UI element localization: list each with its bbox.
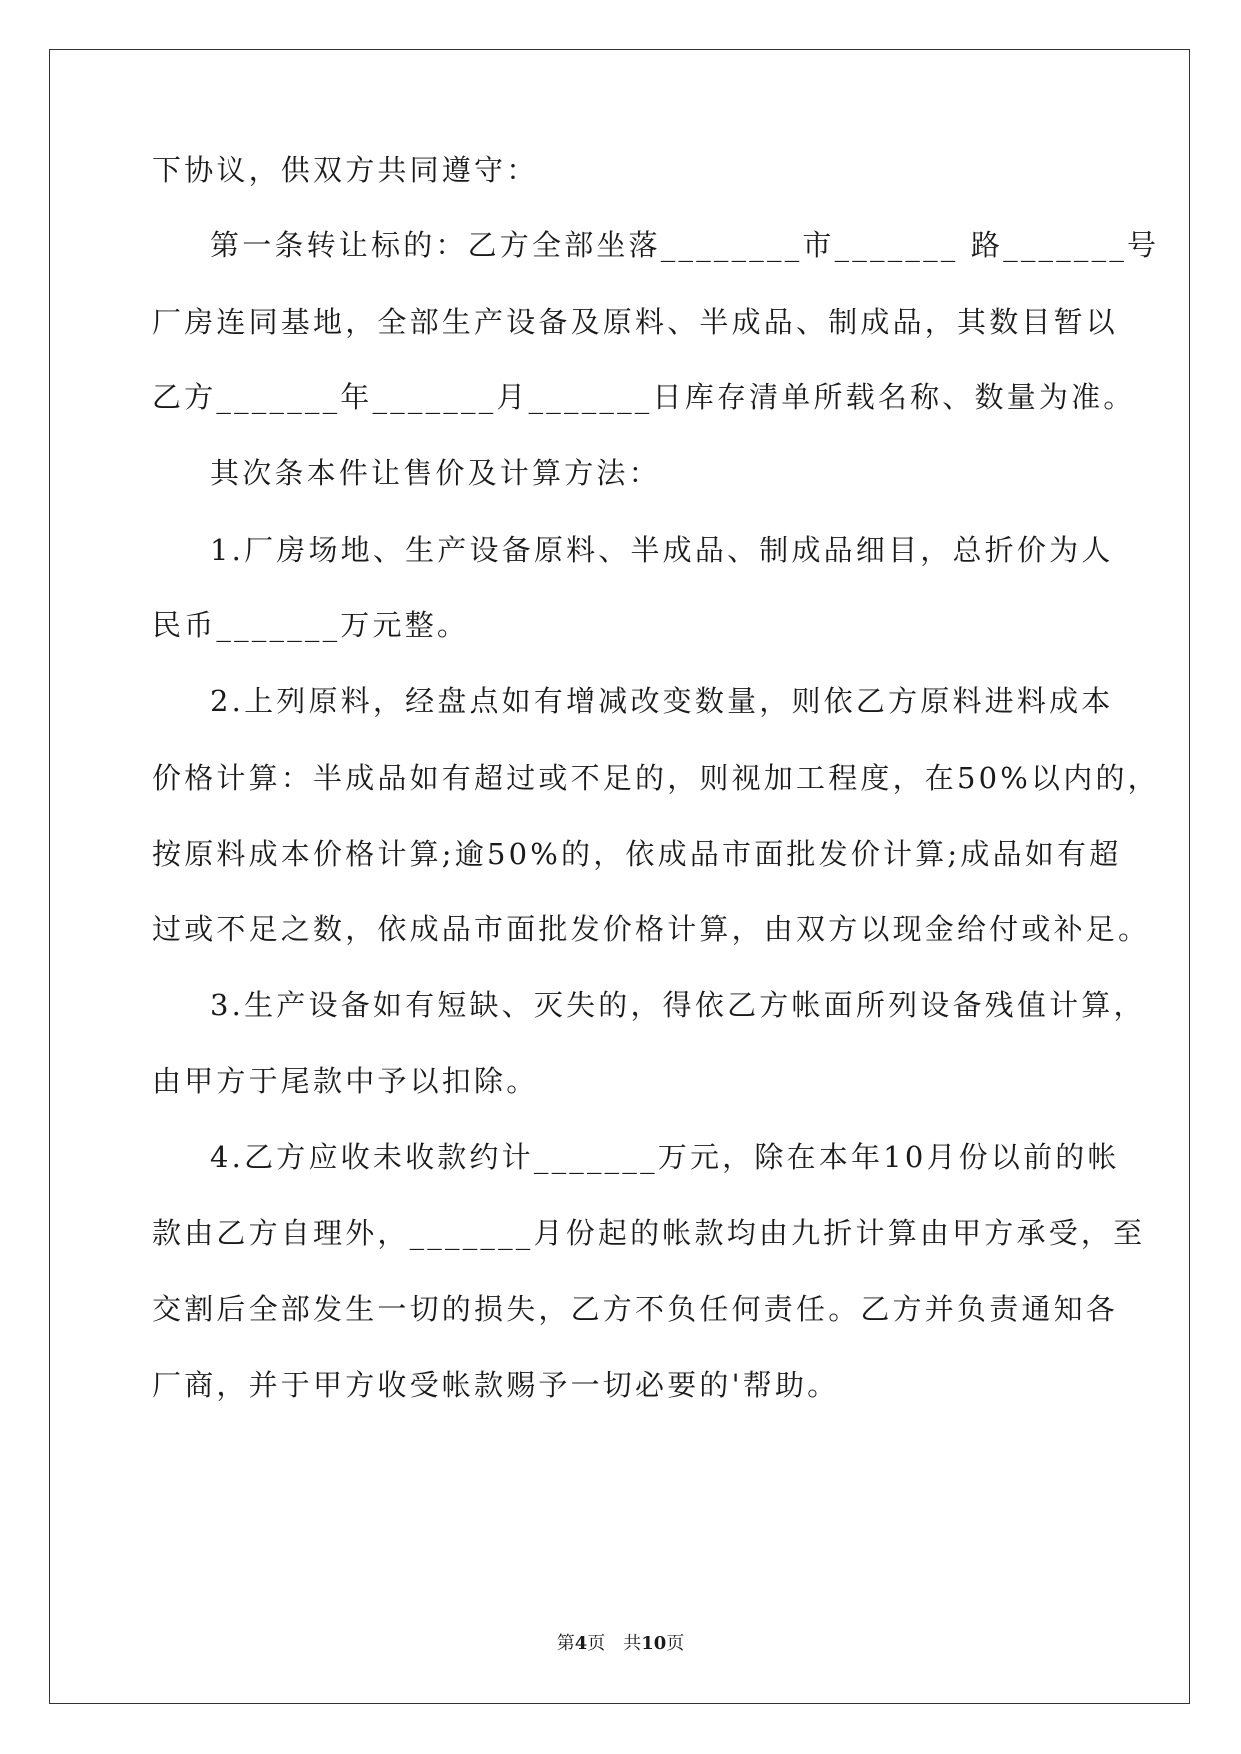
page-border	[49, 49, 1190, 1704]
text-line: 下协议，供双方共同遵守：	[152, 153, 539, 187]
text-line: 其次条本件让售价及计算方法：	[210, 456, 661, 490]
text-line: 4.乙方应收未收款约计_______万元，除在本年10月份以前的帐	[210, 1140, 1120, 1174]
text-line: 2.上列原料，经盘点如有增减改变数量，则依乙方原料进料成本	[210, 684, 1114, 718]
footer-suffix: 页	[666, 1633, 685, 1654]
text-line: 3.生产设备如有短缺、灭失的，得依乙方帐面所列设备残值计算，	[210, 988, 1146, 1022]
current-page-number: 4	[574, 1633, 588, 1654]
text-line: 民币_______万元整。	[152, 608, 470, 642]
text-line: 由甲方于尾款中予以扣除。	[152, 1064, 539, 1098]
text-line: 按原料成本价格计算;逾50%的，依成品市面批发价计算;成品如有超	[152, 837, 1122, 871]
page-footer	[0, 1632, 1241, 1656]
text-line: 价格计算：半成品如有超过或不足的，则视加工程度，在50%以内的，	[152, 761, 1160, 795]
text-line: 乙方_______年_______月_______日库存清单所载名称、数量为准。	[152, 380, 1136, 414]
footer-mid: 页 共	[587, 1633, 642, 1654]
text-line: 厂房连同基地，全部生产设备及原料、半成品、制成品，其数目暂以	[152, 305, 1119, 339]
text-line: 1.厂房场地、生产设备原料、半成品、制成品细目，总折价为人	[210, 533, 1114, 567]
text-line: 第一条转让标的：乙方全部坐落________市_______ 路_______号	[210, 228, 1160, 262]
text-line: 厂商，并于甲方收受帐款赐予一切必要的'帮助。	[152, 1368, 840, 1402]
text-line: 款由乙方自理外，_______月份起的帐款均由九折计算由甲方承受，至	[152, 1216, 1146, 1250]
text-line: 交割后全部发生一切的损失，乙方不负任何责任。乙方并负责通知各	[152, 1292, 1119, 1326]
text-line: 过或不足之数，依成品市面批发价格计算，由双方以现金给付或补足。	[152, 912, 1151, 946]
total-page-number: 10	[641, 1633, 667, 1654]
footer-prefix: 第	[556, 1633, 575, 1654]
